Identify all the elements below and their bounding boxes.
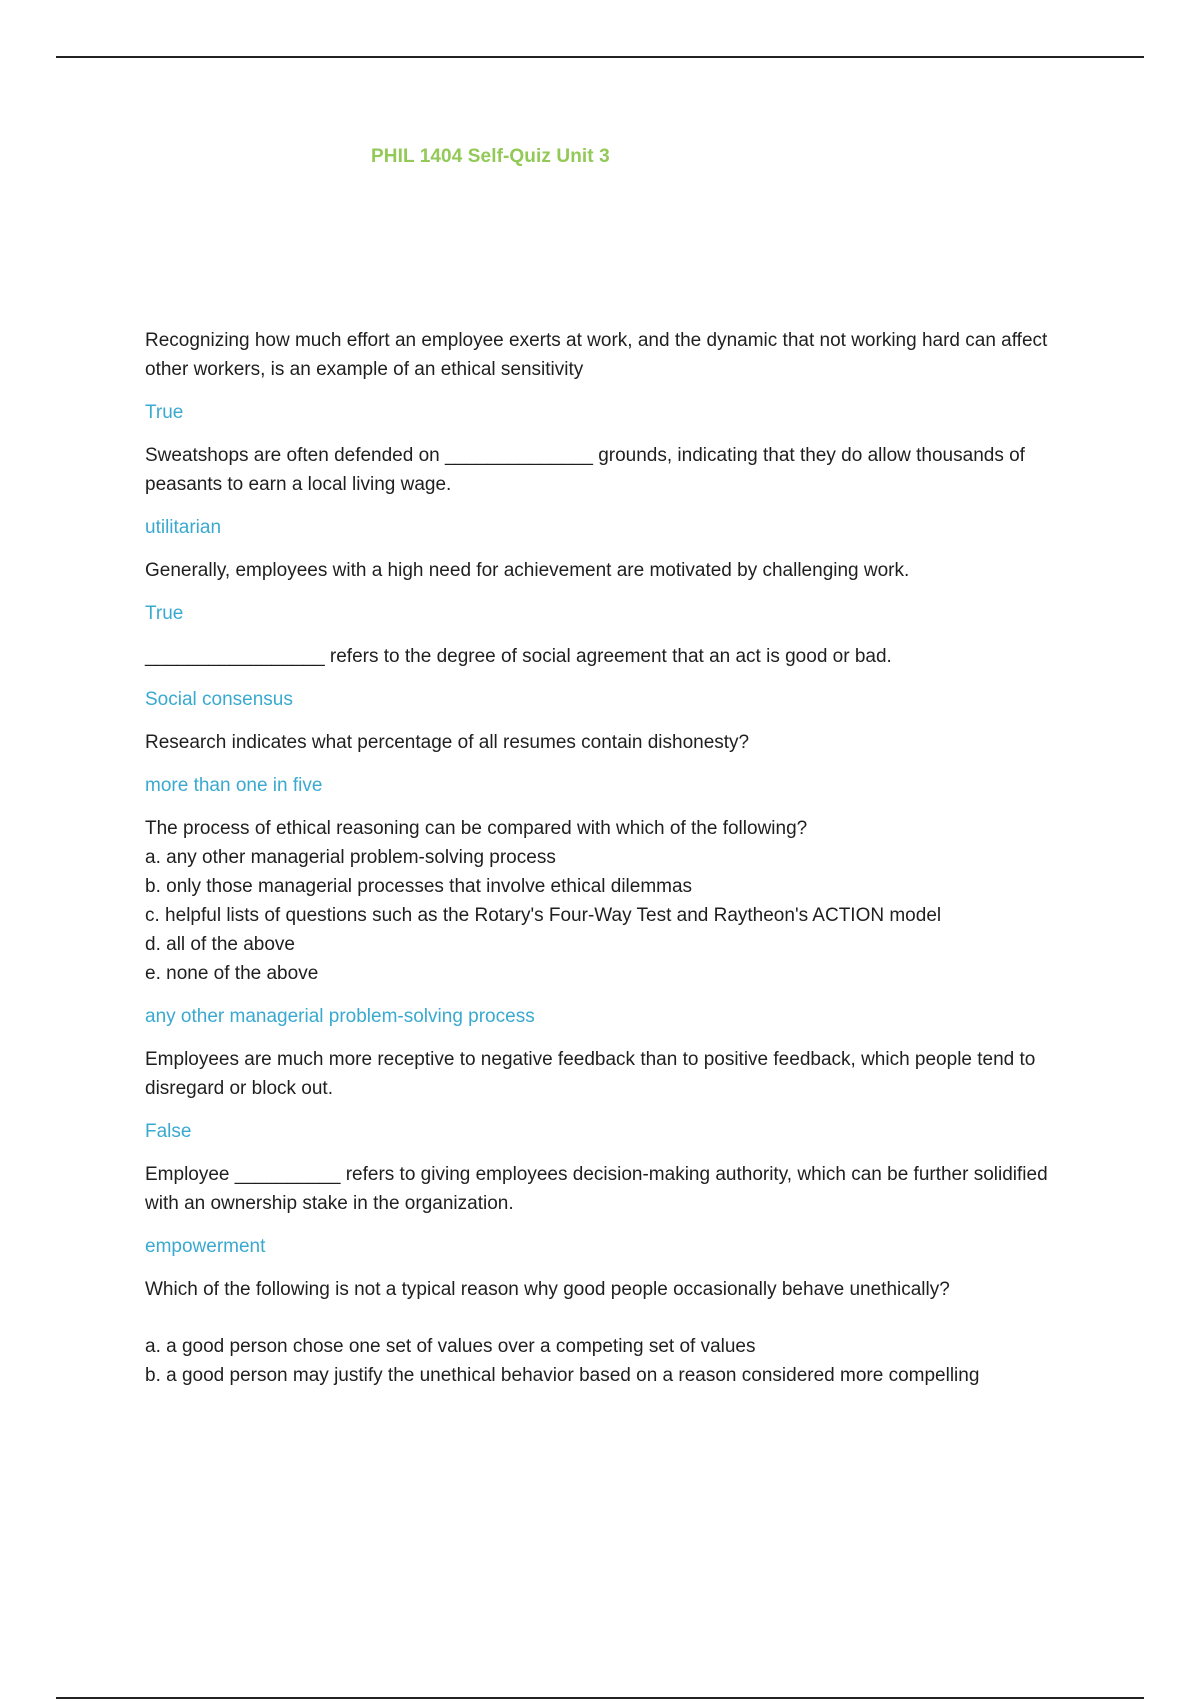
top-rule [56, 56, 1144, 58]
question-7: Employees are much more receptive to negative feedback than to positive feedback, which people tend to disregard or block out. [145, 1049, 1036, 1099]
question-9: Which of the following is not a typical reason why good people occasionally behave unethically? [145, 1279, 950, 1300]
answer-1: True [145, 402, 184, 423]
question-5: Research indicates what percentage of all resumes contain dishonesty? [145, 732, 750, 753]
bottom-rule [56, 1697, 1144, 1699]
question-4: _________________ refers to the degree of social agreement that an act is good or bad. [145, 646, 892, 667]
question-8: Employee __________ refers to giving employees decision-making authority, which can be further solidified with an ownership stake in the organization. [145, 1164, 1048, 1214]
answer-7: False [145, 1121, 192, 1142]
option-6a: a. any other managerial problem-solving process [145, 847, 556, 868]
option-9a: a. a good person chose one set of values over a competing set of values [145, 1336, 756, 1357]
question-2: Sweatshops are often defended on ______________ grounds, indicating that they do allow thousands of peasants to earn a local living wage. [145, 445, 1025, 495]
question-6: The process of ethical reasoning can be compared with which of the following? [145, 818, 808, 839]
question-6-options [145, 843, 1085, 988]
answer-8: empowerment [145, 1236, 266, 1257]
answer-5: more than one in five [145, 775, 323, 796]
option-6b: b. only those managerial processes that involve ethical dilemmas [145, 876, 693, 897]
option-6d: d. all of the above [145, 934, 295, 955]
question-1: Recognizing how much effort an employee exerts at work, and the dynamic that not working hard can affect other workers, is an example of an ethical sensitivity [145, 330, 1048, 380]
document-title: PHIL 1404 Self-Quiz Unit 3 [371, 146, 610, 167]
answer-6: any other managerial problem-solving process [145, 1006, 535, 1027]
question-9-options [145, 1332, 1085, 1390]
option-9b: b. a good person may justify the unethical behavior based on a reason considered more compelling [145, 1365, 980, 1386]
option-6e: e. none of the above [145, 963, 319, 984]
answer-2: utilitarian [145, 517, 222, 538]
answer-4: Social consensus [145, 689, 293, 710]
question-3: Generally, employees with a high need for achievement are motivated by challenging work. [145, 560, 910, 581]
answer-3: True [145, 603, 184, 624]
option-6c: c. helpful lists of questions such as the Rotary's Four-Way Test and Raytheon's ACTION model [145, 905, 942, 926]
quiz-content [145, 326, 1085, 1404]
